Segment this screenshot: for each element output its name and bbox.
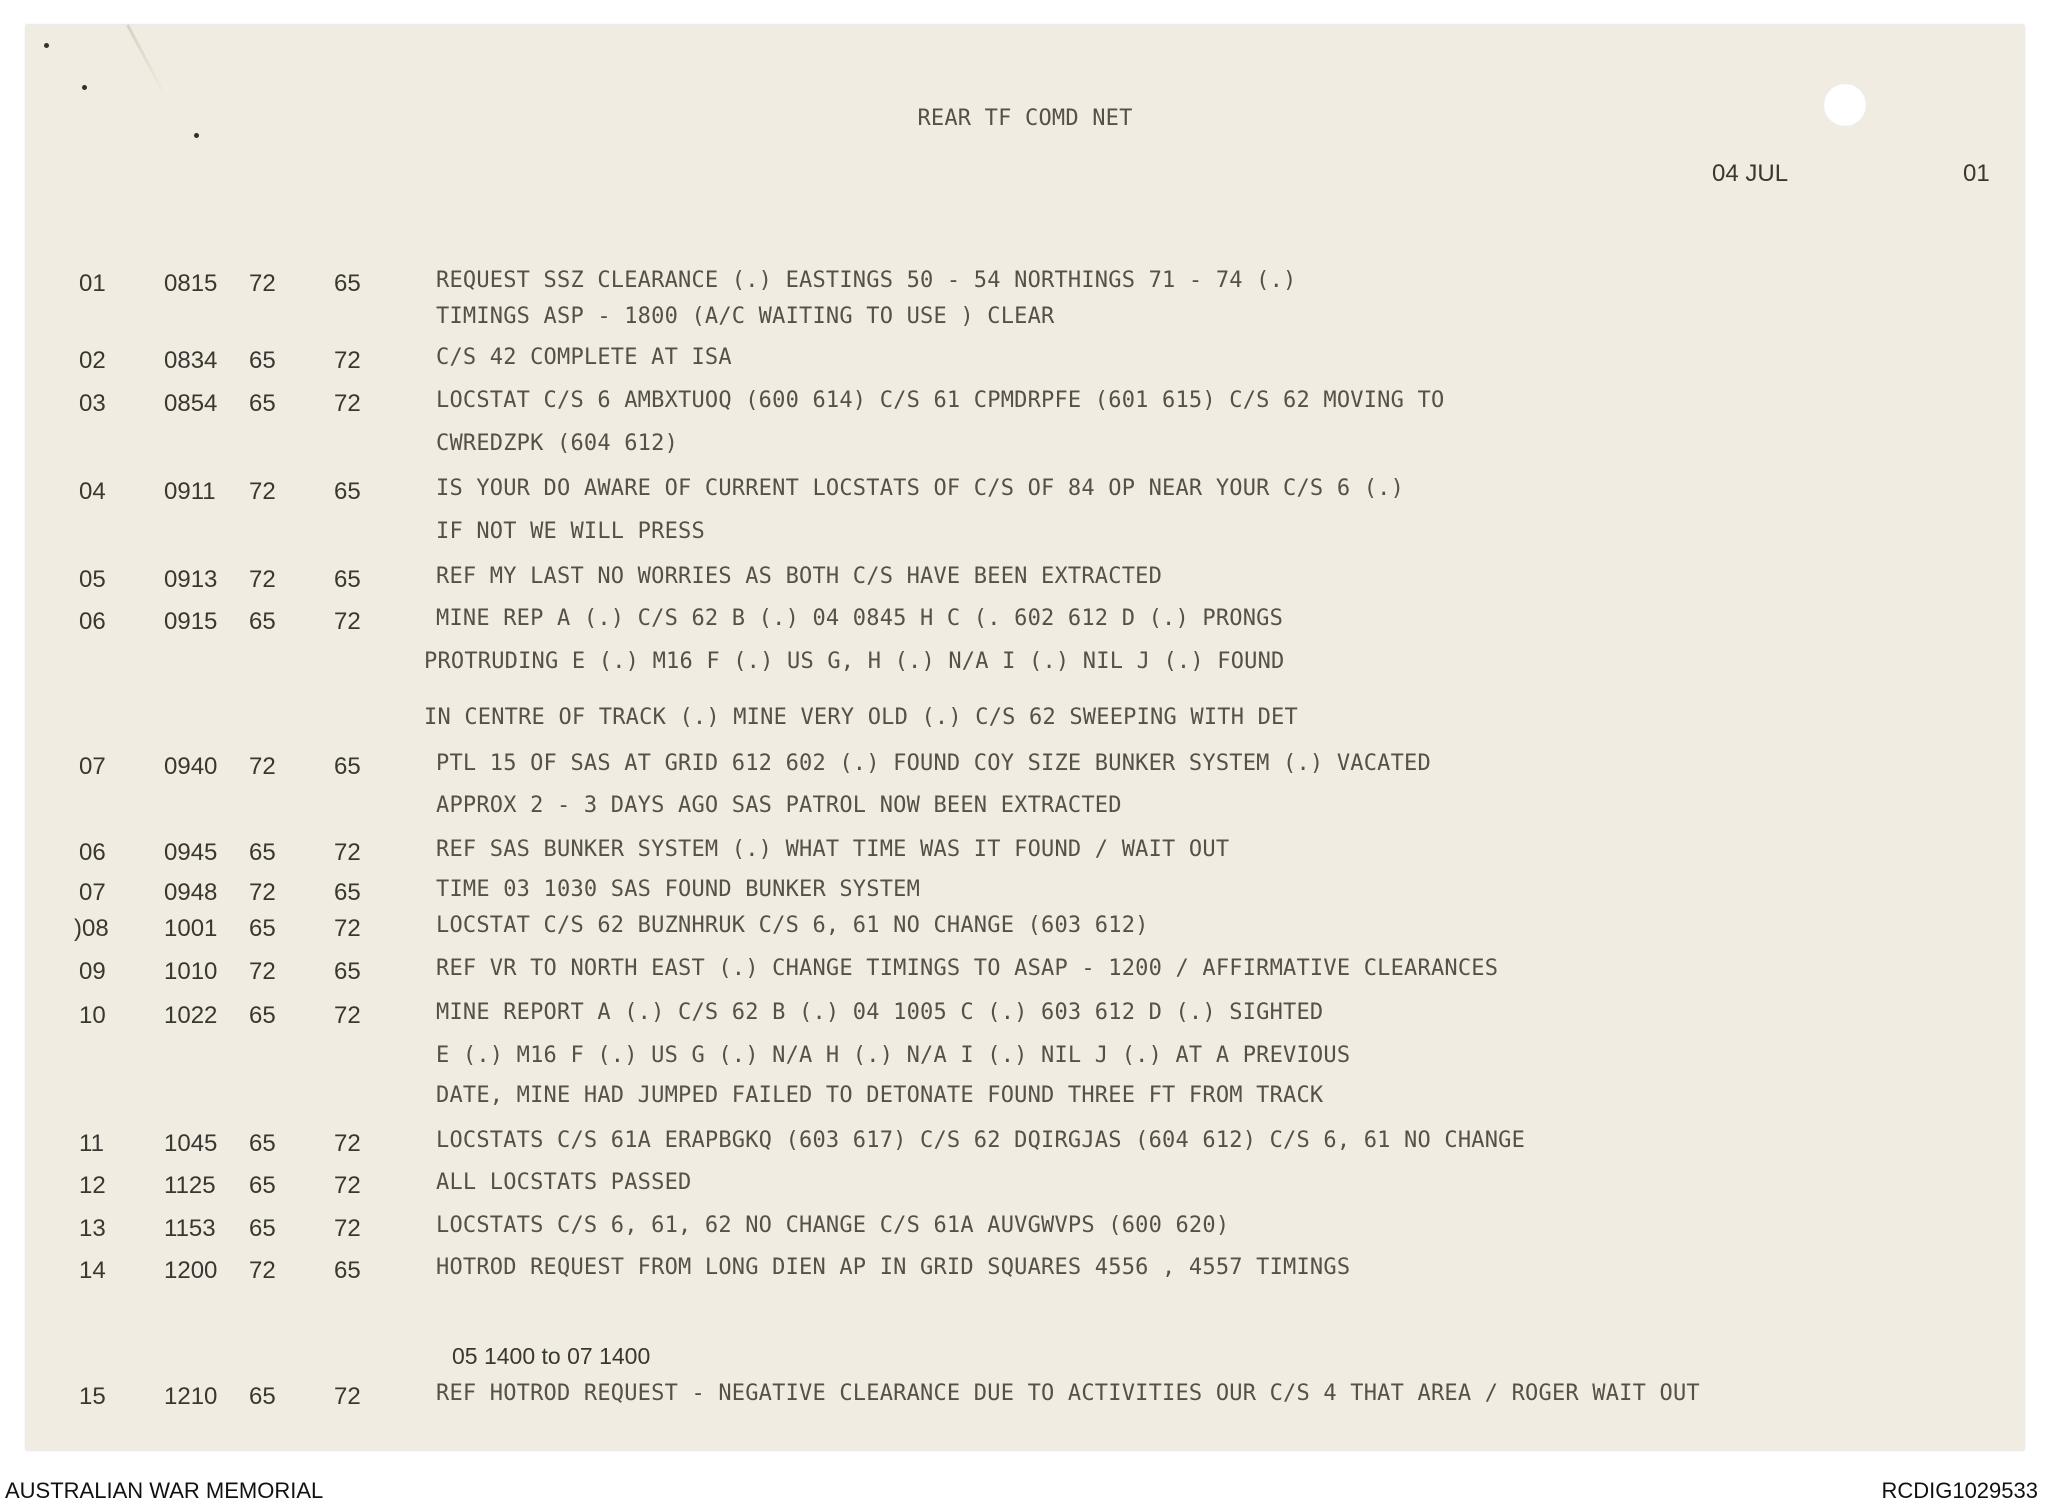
entry-message: MINE REPORT A (.) C/S 62 B (.) 04 1005 C (.) 603 612 D (.) SIGHTED — [436, 1000, 1324, 1025]
entry-message: C/S 42 COMPLETE AT ISA — [436, 345, 732, 370]
entry-from-station: 72 — [249, 958, 276, 985]
entry-serial: 07 — [79, 753, 106, 780]
archive-credit: AUSTRALIAN WAR MEMORIAL — [5, 1478, 324, 1503]
entry-message: IS YOUR DO AWARE OF CURRENT LOCSTATS OF C/S OF 84 OP NEAR YOUR C/S 6 (.) — [436, 476, 1405, 501]
entry-from-station: 72 — [249, 478, 276, 505]
entry-to-station: 72 — [334, 1215, 361, 1242]
entry-from-station: 72 — [249, 270, 276, 297]
entry-from-station: 72 — [249, 879, 276, 906]
entry-time: 0854 — [164, 390, 218, 417]
log-entry — [26, 958, 2024, 994]
entry-time: 1210 — [164, 1383, 218, 1410]
entry-from-station: 65 — [249, 915, 276, 942]
log-entry — [26, 608, 2024, 644]
entry-message-continuation: IN CENTRE OF TRACK (.) MINE VERY OLD (.) C/S 62 SWEEPING WITH DET — [424, 705, 1298, 730]
entry-message: LOCSTAT C/S 6 AMBXTUOQ (600 614) C/S 61 CPMDRPFE (601 615) C/S 62 MOVING TO — [436, 388, 1445, 413]
entry-to-station: 65 — [334, 879, 361, 906]
entry-serial: 14 — [79, 1257, 106, 1284]
entry-time: 1200 — [164, 1257, 218, 1284]
entry-message: LOCSTATS C/S 61A ERAPBGKQ (603 617) C/S 62 DQIRGJAS (604 612) C/S 6, 61 NO CHANGE — [436, 1128, 1526, 1153]
log-entry — [26, 478, 2024, 514]
entry-to-station: 65 — [334, 566, 361, 593]
entry-message: HOTROD REQUEST FROM LONG DIEN AP IN GRID SQUARES 4556 , 4557 TIMINGS — [436, 1255, 1351, 1280]
entry-to-station: 72 — [334, 1002, 361, 1029]
entry-serial: 06 — [79, 608, 106, 635]
entry-to-station: 72 — [334, 608, 361, 635]
log-entry — [26, 753, 2024, 789]
entry-time: 0913 — [164, 566, 218, 593]
entry-message-continuation: APPROX 2 - 3 DAYS AGO SAS PATROL NOW BEEN EXTRACTED — [436, 793, 1122, 818]
entry-to-station: 72 — [334, 347, 361, 374]
entry-message: REF VR TO NORTH EAST (.) CHANGE TIMINGS TO ASAP - 1200 / AFFIRMATIVE CLEARANCES — [436, 956, 1499, 981]
entry-time: 1153 — [164, 1215, 216, 1242]
entry-time: 0945 — [164, 839, 218, 866]
entry-from-station: 65 — [249, 839, 276, 866]
paper-speck — [44, 43, 49, 48]
page-number: 01 — [1963, 160, 1990, 187]
entry-from-station: 65 — [249, 1172, 276, 1199]
entry-serial: 10 — [79, 1002, 106, 1029]
entry-message-continuation: 05 1400 to 07 1400 — [452, 1343, 651, 1369]
log-entry — [26, 839, 2024, 875]
entry-serial: 15 — [79, 1383, 106, 1410]
entry-serial: 05 — [79, 566, 106, 593]
entry-from-station: 65 — [249, 347, 276, 374]
paper-speck — [194, 133, 199, 138]
entry-to-station: 72 — [334, 1130, 361, 1157]
log-entry — [26, 915, 2024, 951]
entry-to-station: 72 — [334, 915, 361, 942]
entry-message: LOCSTATS C/S 6, 61, 62 NO CHANGE C/S 61A AUVGWVPS (600 620) — [436, 1213, 1230, 1238]
entry-to-station: 72 — [334, 1172, 361, 1199]
entry-serial: 03 — [79, 390, 106, 417]
entry-to-station: 65 — [334, 958, 361, 985]
paper-crease — [126, 24, 166, 96]
log-entry — [26, 1002, 2024, 1038]
entry-serial: 12 — [79, 1172, 106, 1199]
entry-serial: 07 — [79, 879, 106, 906]
entry-message-continuation: TIMINGS ASP - 1800 (A/C WAITING TO USE ) CLEAR — [436, 304, 1055, 329]
entry-from-station: 72 — [249, 566, 276, 593]
entry-message-continuation: DATE, MINE HAD JUMPED FAILED TO DETONATE FOUND THREE FT FROM TRACK — [436, 1083, 1324, 1108]
entry-time: 1022 — [164, 1002, 218, 1029]
entry-serial: 01 — [79, 270, 106, 297]
entry-to-station: 65 — [334, 1257, 361, 1284]
entry-time: 1045 — [164, 1130, 218, 1157]
log-entry — [26, 1257, 2024, 1293]
entry-from-station: 65 — [249, 1002, 276, 1029]
paper-speck — [82, 85, 87, 90]
entry-time: 1125 — [164, 1172, 216, 1199]
entry-message: MINE REP A (.) C/S 62 B (.) 04 0845 H C (. 602 612 D (.) PRONGS — [436, 606, 1284, 631]
entry-time: 1010 — [164, 958, 218, 985]
entry-time: 0834 — [164, 347, 218, 374]
document-page — [26, 25, 2024, 1450]
entry-time: 1001 — [164, 915, 218, 942]
entry-message-continuation: PROTRUDING E (.) M16 F (.) US G, H (.) N/A I (.) NIL J (.) FOUND — [424, 649, 1285, 674]
log-entry — [26, 1383, 2024, 1419]
entry-to-station: 72 — [334, 1383, 361, 1410]
log-entry — [26, 390, 2024, 426]
log-entry — [26, 879, 2024, 915]
entry-serial: 13 — [79, 1215, 106, 1242]
entry-to-station: 65 — [334, 478, 361, 505]
entry-message: REF HOTROD REQUEST - NEGATIVE CLEARANCE DUE TO ACTIVITIES OUR C/S 4 THAT AREA / ROGER WAIT OUT — [436, 1381, 1700, 1406]
entry-message: PTL 15 OF SAS AT GRID 612 602 (.) FOUND COY SIZE BUNKER SYSTEM (.) VACATED — [436, 751, 1431, 776]
log-entry — [26, 566, 2024, 602]
entry-serial: )08 — [74, 915, 109, 942]
entry-from-station: 65 — [249, 1130, 276, 1157]
entry-from-station: 65 — [249, 1215, 276, 1242]
log-entry — [26, 1215, 2024, 1251]
log-entry — [26, 347, 2024, 383]
entry-from-station: 65 — [249, 608, 276, 635]
entry-message: ALL LOCSTATS PASSED — [436, 1170, 692, 1195]
entry-serial: 02 — [79, 347, 106, 374]
log-entry — [26, 1130, 2024, 1166]
entry-message: LOCSTAT C/S 62 BUZNHRUK C/S 6, 61 NO CHANGE (603 612) — [436, 913, 1149, 938]
entry-serial: 09 — [79, 958, 106, 985]
entry-from-station: 72 — [249, 1257, 276, 1284]
entry-from-station: 72 — [249, 753, 276, 780]
entry-from-station: 65 — [249, 390, 276, 417]
archive-reference: RCDIG1029533 — [1881, 1478, 2038, 1503]
entry-to-station: 72 — [334, 839, 361, 866]
entry-message: REF MY LAST NO WORRIES AS BOTH C/S HAVE BEEN EXTRACTED — [436, 564, 1163, 589]
entry-time: 0911 — [164, 478, 216, 505]
entry-message: REQUEST SSZ CLEARANCE (.) EASTINGS 50 - 54 NORTHINGS 71 - 74 (.) — [436, 268, 1297, 293]
entry-from-station: 65 — [249, 1383, 276, 1410]
log-date: 04 JUL — [1712, 160, 1789, 187]
entry-message-continuation: E (.) M16 F (.) US G (.) N/A H (.) N/A I (.) NIL J (.) AT A PREVIOUS — [436, 1043, 1351, 1068]
entry-time: 0940 — [164, 753, 218, 780]
entry-to-station: 65 — [334, 270, 361, 297]
entry-serial: 04 — [79, 478, 106, 505]
entry-serial: 06 — [79, 839, 106, 866]
entry-message: TIME 03 1030 SAS FOUND BUNKER SYSTEM — [436, 877, 921, 902]
entry-serial: 11 — [79, 1130, 104, 1157]
entry-message-continuation: IF NOT WE WILL PRESS — [436, 519, 705, 544]
entry-to-station: 65 — [334, 753, 361, 780]
log-entry — [26, 270, 2024, 306]
entry-time: 0915 — [164, 608, 218, 635]
log-title: REAR TF COMD NET — [917, 106, 1133, 131]
entry-to-station: 72 — [334, 390, 361, 417]
log-entry — [26, 1172, 2024, 1208]
entry-time: 0948 — [164, 879, 218, 906]
entry-message-continuation: CWREDZPK (604 612) — [436, 431, 679, 456]
entry-time: 0815 — [164, 270, 218, 297]
entry-message: REF SAS BUNKER SYSTEM (.) WHAT TIME WAS IT FOUND / WAIT OUT — [436, 837, 1230, 862]
